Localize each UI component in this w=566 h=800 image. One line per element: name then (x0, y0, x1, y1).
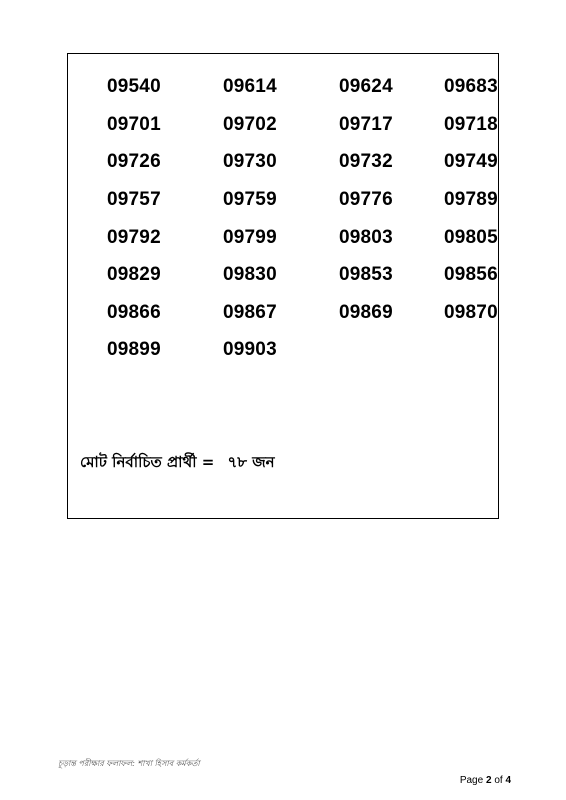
roll-number: 09614 (223, 76, 277, 98)
roll-number: 09757 (107, 189, 161, 211)
roll-number: 09829 (107, 264, 161, 286)
roll-number: 09759 (223, 189, 277, 211)
roll-number: 09702 (223, 113, 277, 135)
roll-number: 09718 (444, 113, 498, 135)
roll-number: 09789 (444, 189, 498, 211)
roll-number: 09726 (107, 151, 161, 173)
roll-number: 09866 (107, 301, 161, 323)
roll-number: 09792 (107, 226, 161, 248)
page-of: of (494, 775, 503, 786)
roll-number: 09749 (444, 151, 498, 173)
results-box (67, 53, 499, 519)
roll-number: 09805 (444, 226, 498, 248)
page-indicator (460, 775, 511, 786)
roll-number: 09624 (339, 76, 393, 98)
total-selected-label: মোট নির্বাচিত প্রার্থী = (80, 453, 215, 471)
roll-number: 09683 (444, 76, 498, 98)
roll-number: 09803 (339, 226, 393, 248)
total-selected-value: ৭৮ জন (227, 453, 275, 471)
roll-number: 09717 (339, 113, 393, 135)
total-selected-line (80, 451, 275, 476)
roll-number: 09732 (339, 151, 393, 173)
roll-number: 09830 (223, 264, 277, 286)
roll-number: 09776 (339, 189, 393, 211)
roll-number: 09903 (223, 339, 277, 361)
roll-number: 09701 (107, 113, 161, 135)
roll-number: 09853 (339, 264, 393, 286)
page-current: 2 (485, 775, 492, 786)
roll-number: 09870 (444, 301, 498, 323)
roll-number: 09867 (223, 301, 277, 323)
page-word: Page (459, 775, 484, 786)
roll-number: 09856 (444, 264, 498, 286)
roll-number: 09799 (223, 226, 277, 248)
roll-number: 09899 (107, 339, 161, 361)
footer-note: চূড়ান্ত পরীক্ষার ফলাফল: শাখা হিসাব কর্মকর্তা (58, 759, 200, 768)
roll-number: 09540 (107, 76, 161, 98)
roll-number: 09869 (339, 301, 393, 323)
roll-number: 09730 (223, 151, 277, 173)
page-total: 4 (505, 775, 511, 786)
roll-number-grid (107, 68, 498, 369)
